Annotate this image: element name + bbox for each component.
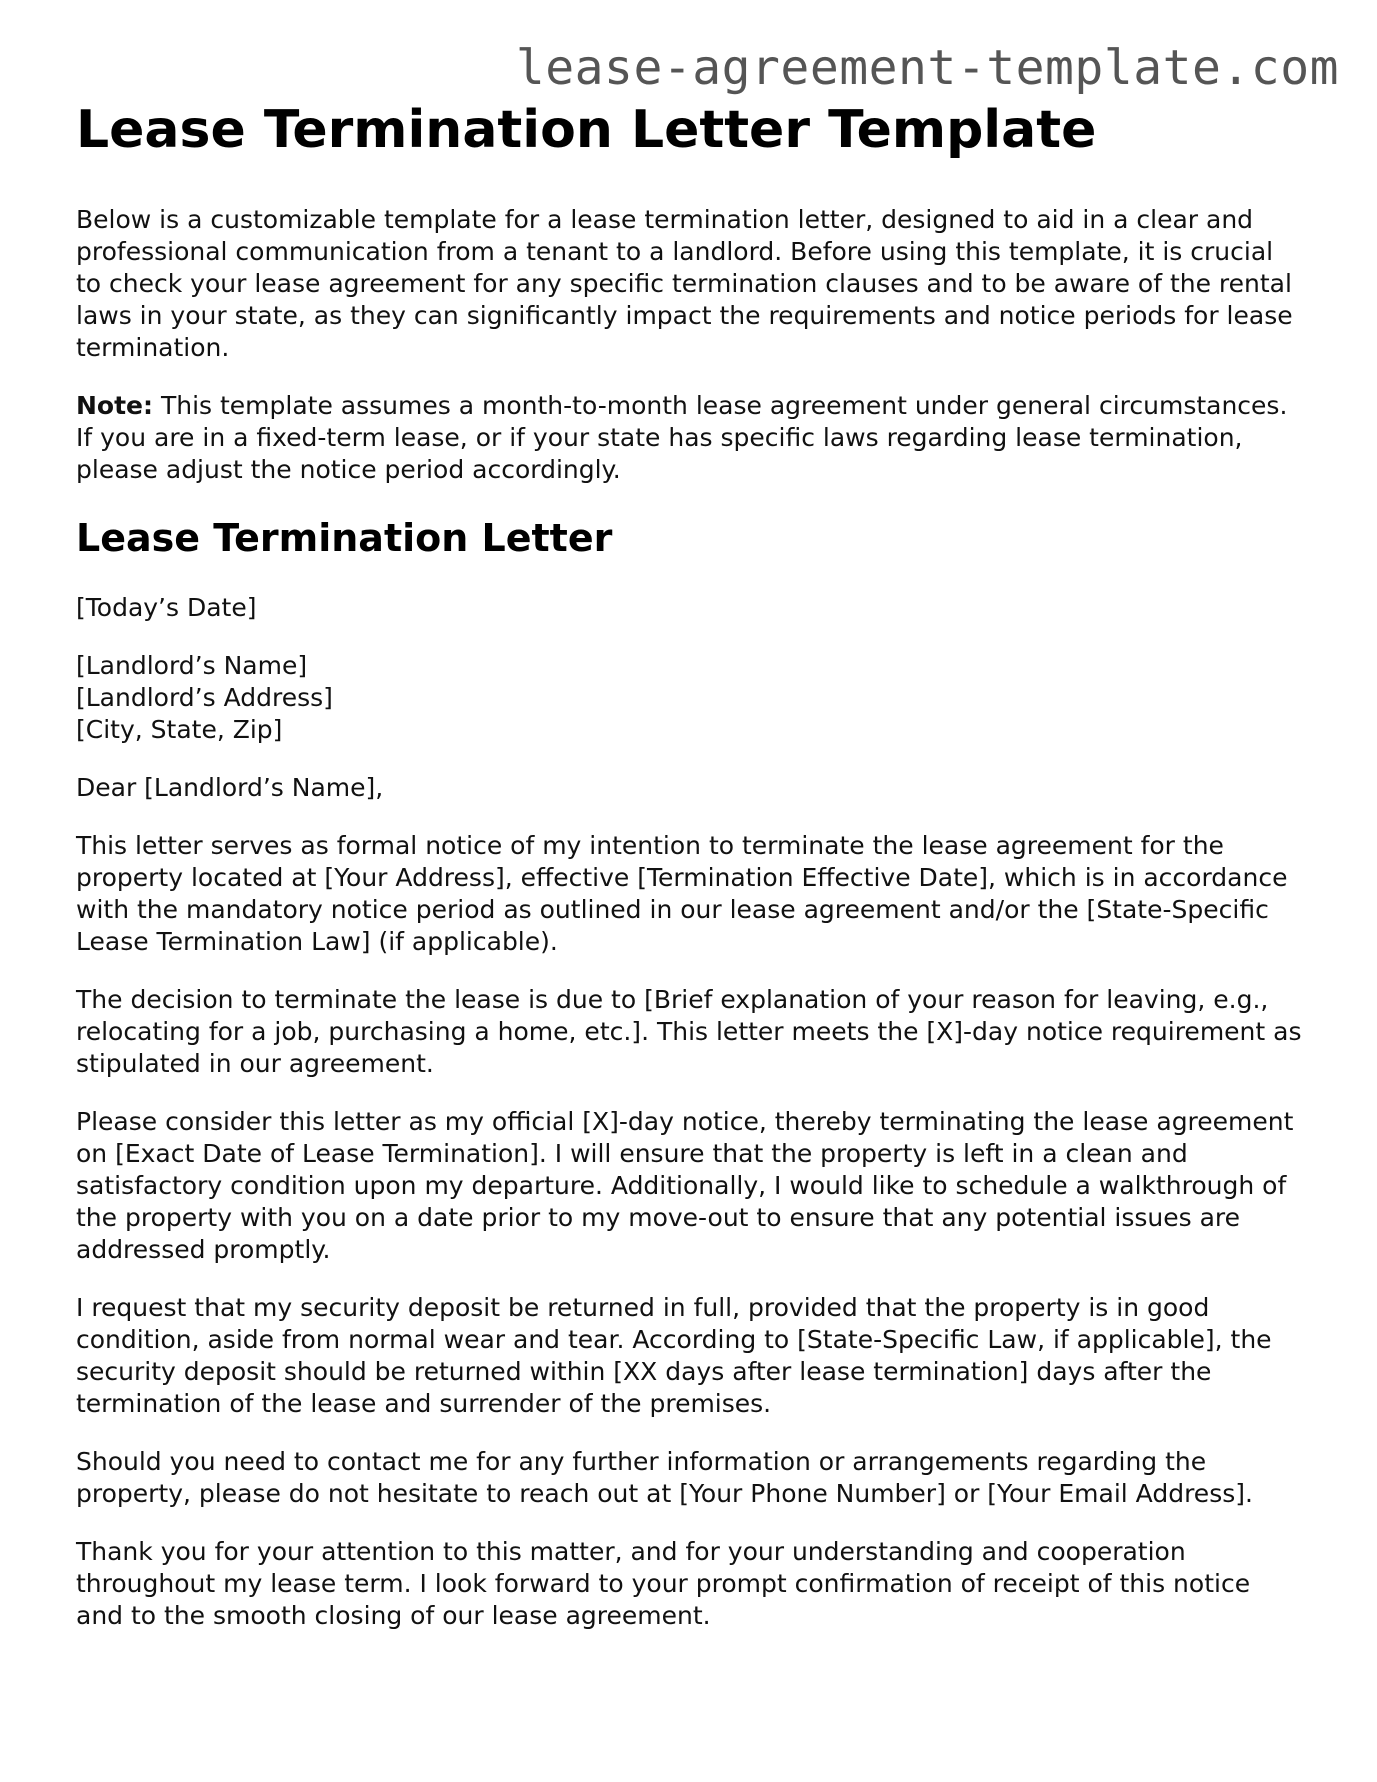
letter-paragraph-contact: Should you need to contact me for any further information or arrangements regarding the property, please do not hesitate to reach out at [Your Phone Number] or [Your Email Address]. [76,1447,1253,1508]
letter-salutation: Dear [Landlord’s Name], [76,773,384,802]
note-label: Note: [76,391,154,420]
letter-heading: Lease Termination Letter [76,516,613,560]
letter-paragraph-official-notice: Please consider this letter as my official [X]-day notice, thereby terminating the lease agreement on [Exact Date of Lease Termination]. I will ensure that the property is left in a clean and satisfactory condition upon my departure. Additionally, I would like to schedule a walkthrough of the property with you on a date prior to my move-out to ensure that any potential issues are addressed promptly. [76,1107,1294,1264]
letter-paragraph-security-deposit: I request that my security deposit be returned in full, provided that the property is in good condition, aside from normal wear and tear. According to [State-Specific Law, if applicable], the security deposit should be returned within [XX days after lease termination] days after the termination of the lease and surrender of the premises. [76,1293,1272,1418]
letter-date: [Today’s Date] [76,593,257,622]
recipient-address-block [76,650,1304,746]
note-paragraph [76,390,1304,486]
letter-paragraph-reason: The decision to terminate the lease is due to [Brief explanation of your reason for leaving, e.g., relocating for a job, purchasing a home, etc.]. This letter meets the [X]-day notice requirement as stipulated in our agreement. [76,985,1302,1078]
intro-paragraph: Below is a customizable template for a lease termination letter, designed to aid in a clear and professional communication from a tenant to a landlord. Before using this template, it is crucial to check your lease agreement for any specific termination clauses and to be aware of the rental laws in your state, as they can significantly impact the requirements and notice periods for lease termination. [76,205,1293,362]
page-title: Lease Termination Letter Template [76,100,1097,160]
note-text: This template assumes a month-to-month lease agreement under general circumstances. If you are in a fixed-term lease, or if your state has specific laws regarding lease termination, please adjust the notice period accordingly. [76,391,1288,484]
recipient-name: [Landlord’s Name] [76,651,308,680]
recipient-city-state-zip: [City, State, Zip] [76,715,283,744]
site-watermark: lease-agreement-template.com [515,40,1339,96]
letter-paragraph-closing: Thank you for your attention to this matter, and for your understanding and cooperation throughout my lease term. I look forward to your prompt confirmation of receipt of this notice and to the smooth closing of our lease agreement. [76,1537,1251,1630]
letter-paragraph-notice: This letter serves as formal notice of my intention to terminate the lease agreement for the property located at [Your Address], effective [Termination Effective Date], which is in accordance with the mandatory notice period as outlined in our lease agreement and/or the [State-Specific Lease Termination Law] (if applicable). [76,831,1288,956]
recipient-address: [Landlord’s Address] [76,683,333,712]
document-page [76,96,1304,1658]
